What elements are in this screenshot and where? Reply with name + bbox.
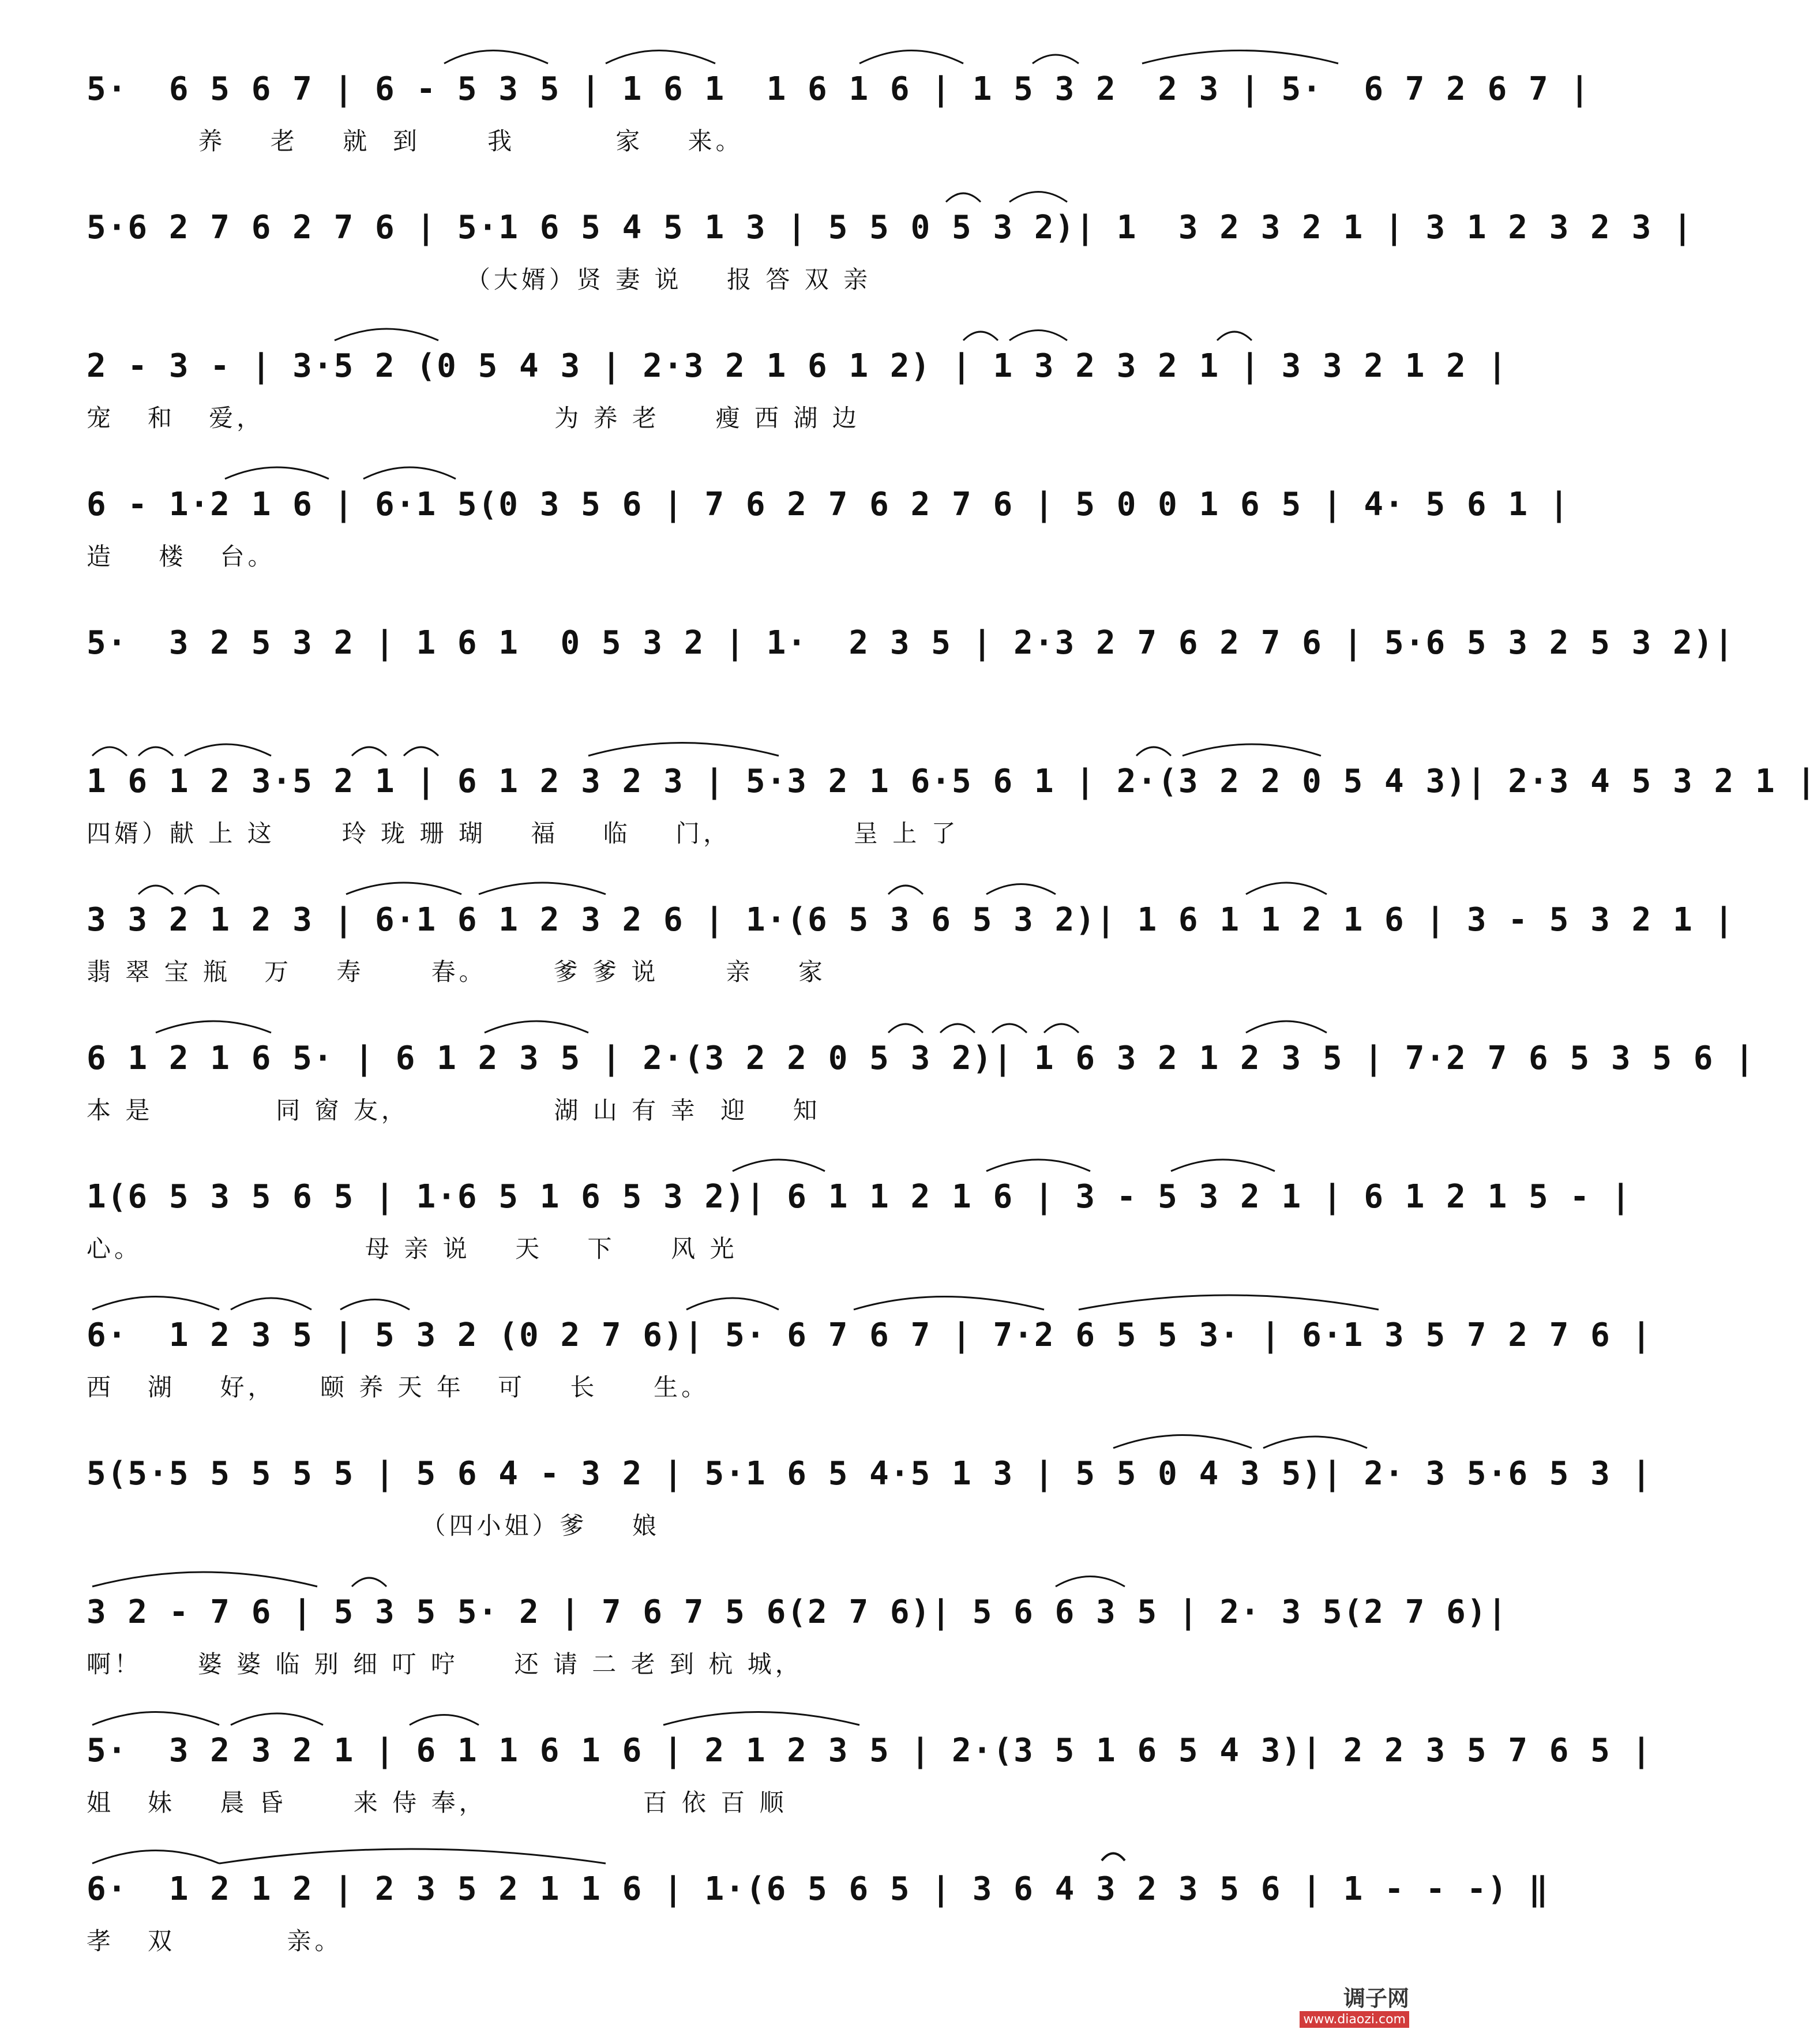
notes-line: 2 - 3 - | 3·5 2 (0 5 4 3 | 2·3 2 1 6 1 2) | 1 3 2 3 2 1 | 3 3 2 1 2 | (87, 347, 1508, 385)
lyrics-line: 养 老 就 到 我 家 来。 (87, 127, 744, 155)
notes-line: 6· 1 2 3 5 | 5 3 2 (0 2 7 6)| 5· 6 7 6 7 | 7·2 6 5 5 3· | 6·1 3 5 7 2 7 6 | (87, 1317, 1653, 1354)
notes-line: 5(5·5 5 5 5 5 | 5 6 4 - 3 2 | 5·1 6 5 4·5 1 3 | 5 5 0 4 3 5)| 2· 3 5·6 5 3 | (87, 1455, 1653, 1492)
notes-line: 6 1 2 1 6 5· | 6 1 2 3 5 | 2·(3 2 2 0 5 3 2)| 1 6 3 2 1 2 3 5 | 7·2 7 6 5 3 5 6 | (87, 1040, 1755, 1077)
notes-line: 5·6 2 7 6 2 7 6 | 5·1 6 5 4 5 1 3 | 5 5 0 5 3 2)| 1 3 2 3 2 1 | 3 1 2 3 2 3 | (87, 209, 1694, 246)
system-11 (87, 1419, 1653, 1555)
notes-line: 3 3 2 1 2 3 | 6·1 6 1 2 3 2 6 | 1·(6 5 3 6 5 3 2)| 1 6 1 1 2 1 6 | 3 - 5 3 2 1 | (87, 901, 1735, 939)
lyrics-line: （大婿）贤 妻 说 报 答 双 亲 (87, 265, 872, 294)
notes-line: 1(6 5 3 5 6 5 | 1·6 5 1 6 5 3 2)| 6 1 1 2 1 6 | 3 - 5 3 2 1 | 6 1 2 1 5 - | (87, 1178, 1632, 1216)
notes-line: 5· 3 2 5 3 2 | 1 6 1 0 5 3 2 | 1· 2 3 5 | 2·3 2 7 6 2 7 6 | 5·6 5 3 2 5 3 2)| (87, 624, 1735, 662)
lyrics-line: 造 楼 台。 (87, 542, 276, 571)
system-9 (87, 1142, 1632, 1278)
lyrics-line: 翡 翠 宝 瓶 万 寿 春。 爹 爹 说 亲 家 (87, 958, 826, 986)
watermark-url: www.diaozi.com (1300, 2011, 1409, 2028)
lyrics-line: 本 是 同 窗 友， 湖 山 有 幸 迎 知 (87, 1096, 821, 1124)
system-1 (87, 35, 1591, 170)
lyrics-line: 啊！ 婆 婆 临 别 细 叮 咛 还 请 二 老 到 杭 城， (87, 1650, 803, 1678)
system-5 (87, 588, 1735, 724)
notes-line: 6· 1 2 1 2 | 2 3 5 2 1 1 6 | 1·(6 5 6 5 | 3 6 4 3 2 3 5 6 | 1 - - -) ‖ (87, 1870, 1549, 1908)
lyrics-line: 孝 双 亲。 (87, 1927, 343, 1955)
system-3 (87, 312, 1508, 447)
system-6 (87, 727, 1817, 862)
lyrics-line: 姐 妹 晨 昏 来 侍 奉， 百 依 百 顺 (87, 1788, 787, 1817)
lyrics-line: 宠 和 爱， 为 养 老 瘦 西 湖 边 (87, 404, 860, 432)
notes-line: 5· 3 2 3 2 1 | 6 1 1 6 1 6 | 2 1 2 3 5 | 2·(3 5 1 6 5 4 3)| 2 2 3 5 7 6 5 | (87, 1732, 1653, 1769)
lyrics-line (87, 675, 1384, 715)
watermark-title: 调子网 (1343, 1986, 1409, 2011)
lyrics-line: 西 湖 好， 颐 养 天 年 可 长 生。 (87, 1373, 709, 1401)
notes-line: 3 2 - 7 6 | 5 3 5 5· 2 | 7 6 7 5 6(2 7 6)| 5 6 6 3 5 | 2· 3 5(2 7 6)| (87, 1593, 1508, 1631)
system-2 (87, 173, 1694, 309)
system-7 (87, 865, 1735, 1001)
notes-line: 6 - 1·2 1 6 | 6·1 5(0 3 5 6 | 7 6 2 7 6 2 7 6 | 5 0 0 1 6 5 | 4· 5 6 1 | (87, 486, 1570, 523)
system-12 (87, 1558, 1508, 1693)
lyrics-line: 心。 母 亲 说 天 下 风 光 (87, 1235, 738, 1263)
system-14 (87, 1835, 1549, 1970)
notes-line: 5· 6 5 6 7 | 6 - 5 3 5 | 1 6 1 1 6 1 6 | 1 5 3 2 2 3 | 5· 6 7 2 6 7 | (87, 70, 1591, 108)
lyrics-line: 四婿）献 上 这 玲 珑 珊 瑚 福 临 门， 呈 上 了 (87, 819, 959, 847)
notes-line: 1 6 1 2 3·5 2 1 | 6 1 2 3 2 3 | 5·3 2 1 6·5 6 1 | 2·(3 2 2 0 5 4 3)| 2·3 4 5 3 2 1 | (87, 763, 1817, 800)
system-10 (87, 1281, 1653, 1416)
site-watermark (1265, 1981, 1409, 2032)
system-4 (87, 450, 1570, 586)
system-8 (87, 1004, 1755, 1139)
system-13 (87, 1696, 1653, 1832)
lyrics-line: （四小姐）爹 娘 (87, 1512, 660, 1540)
